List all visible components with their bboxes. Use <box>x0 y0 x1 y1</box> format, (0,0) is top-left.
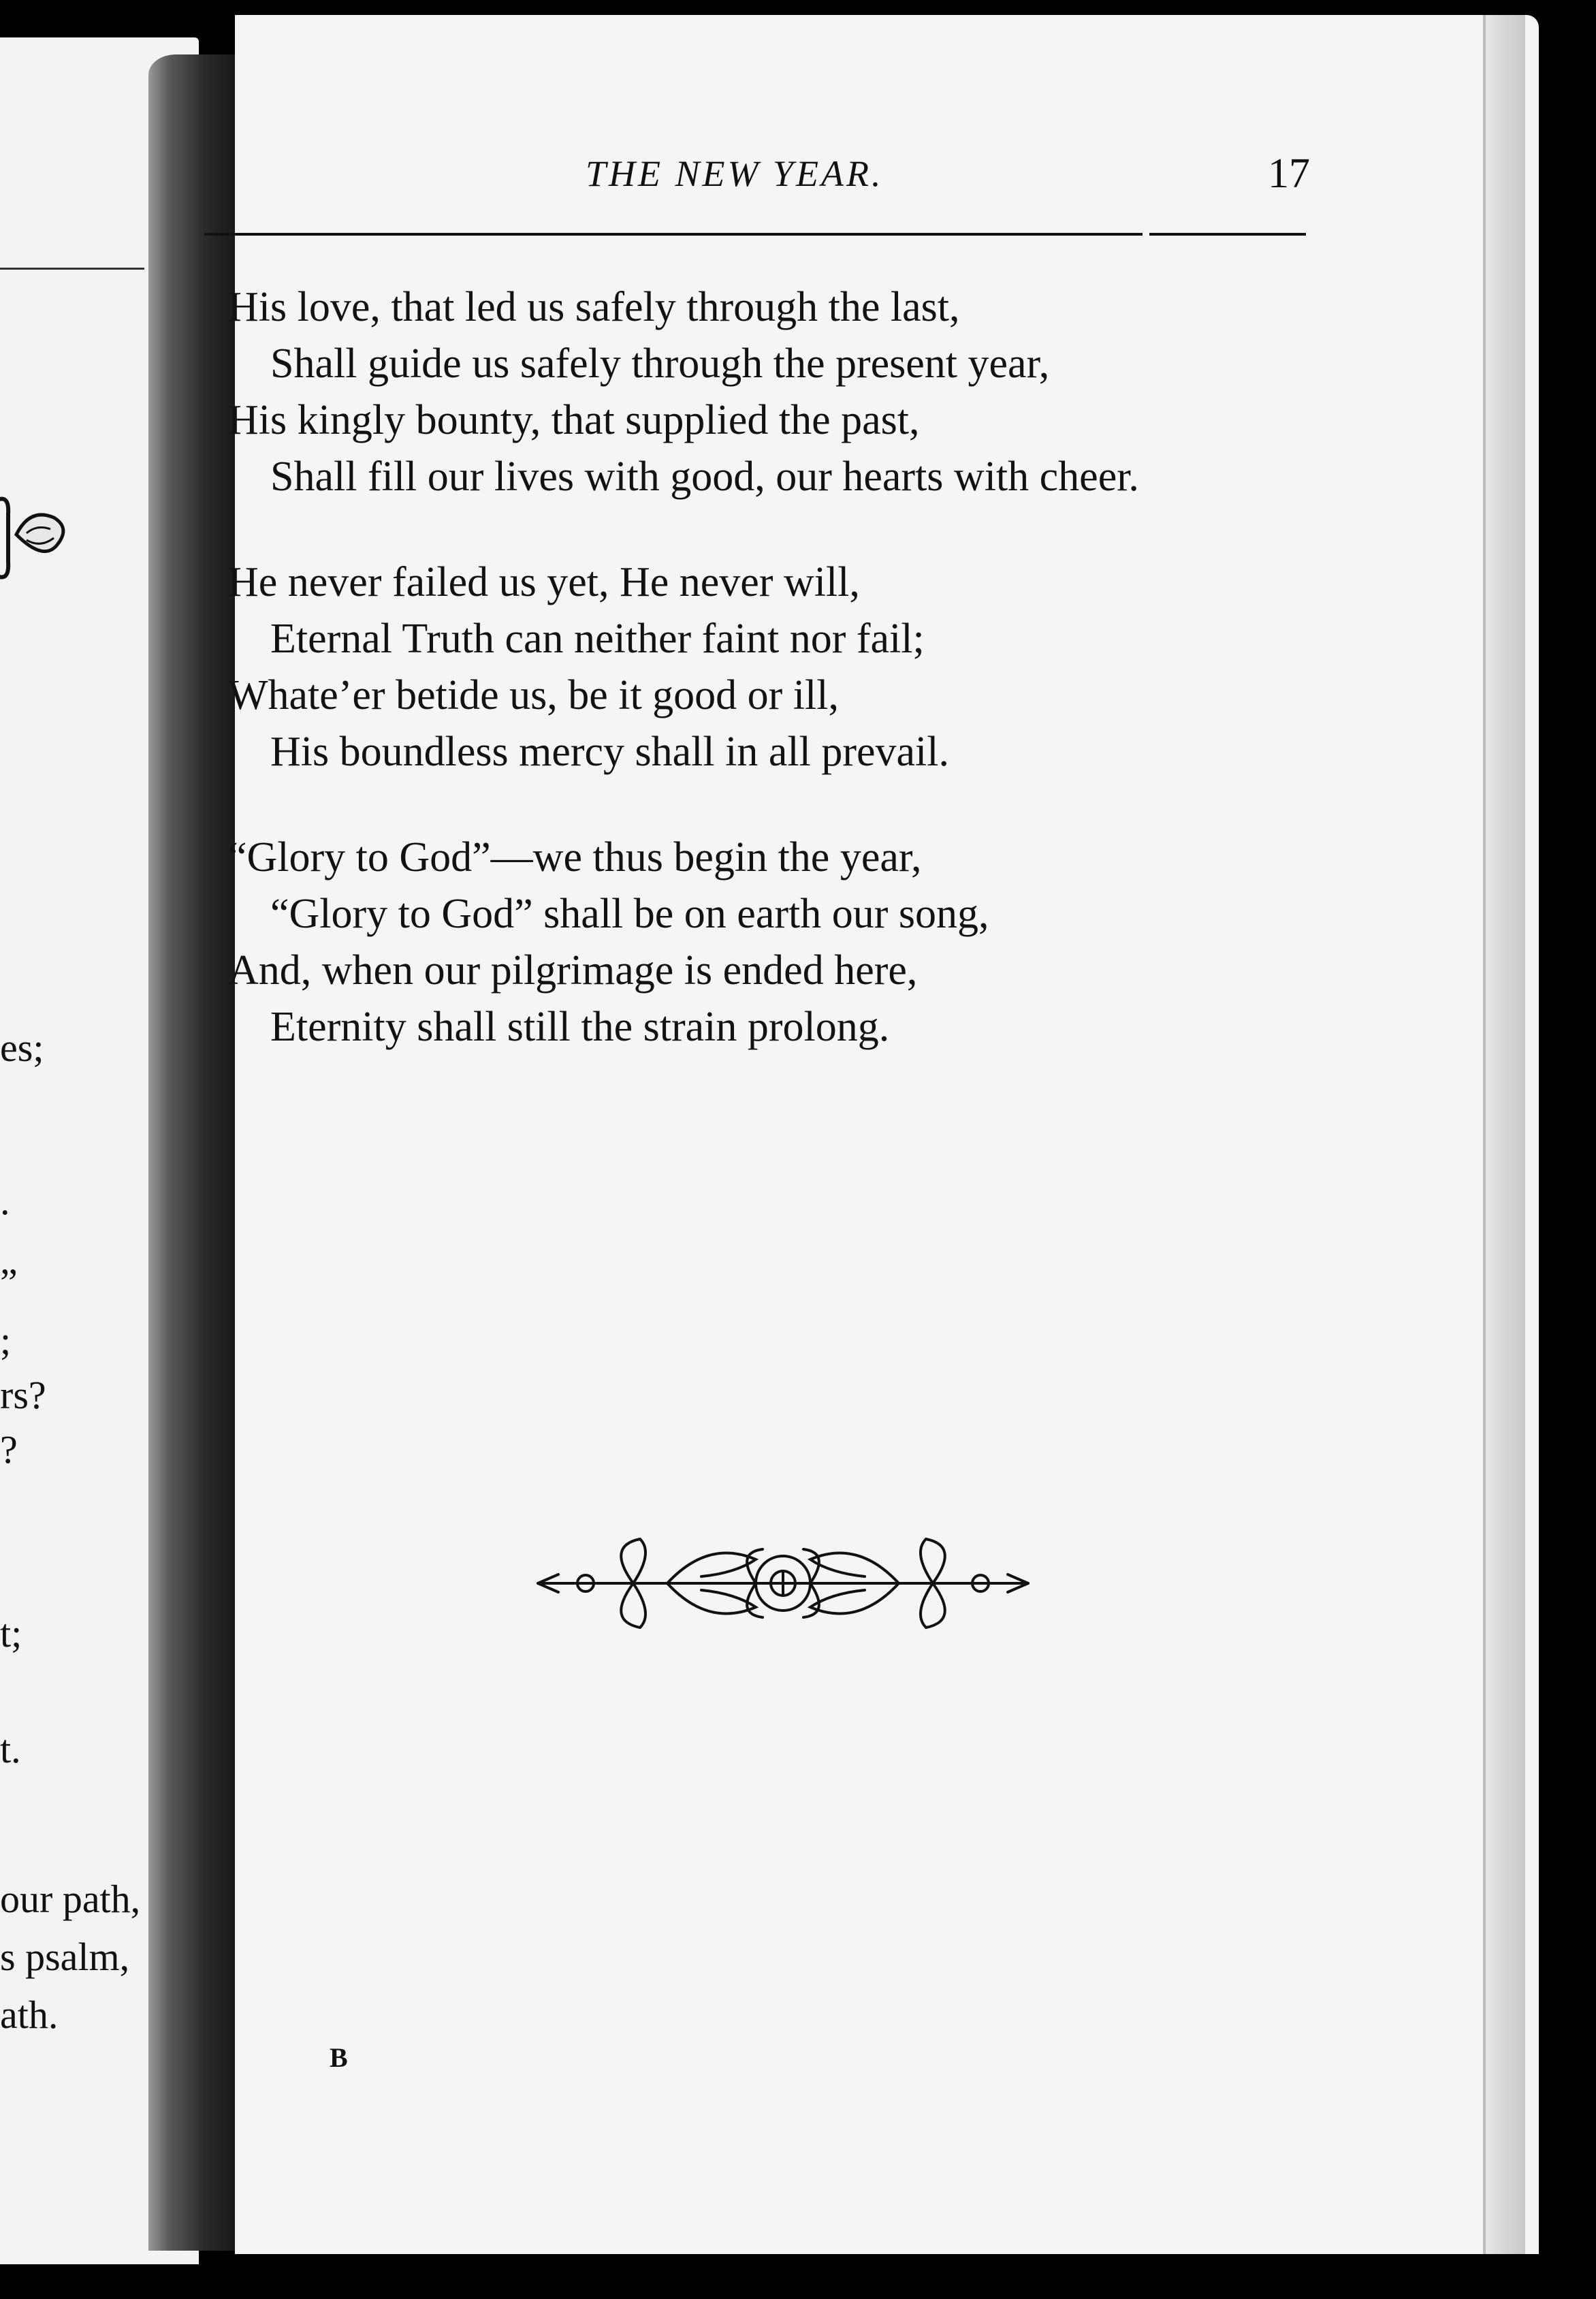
poem-line: Shall guide us safely through the present year, <box>270 340 1050 387</box>
header-rule <box>204 233 1143 236</box>
poem-line: His love, that led us safely through the last, <box>228 284 960 330</box>
poem-line: His boundless mercy shall in all prevail. <box>270 729 949 775</box>
running-head: THE NEW YEAR. <box>586 153 884 194</box>
poem-line: His kingly bounty, that supplied the past, <box>228 397 920 443</box>
poem <box>228 279 1386 1105</box>
stanza <box>228 554 1386 780</box>
left-page-fragment: es; <box>0 1026 44 1070</box>
left-page-fragment: our path, <box>0 1877 141 1921</box>
poem-line: Eternity shall still the strain prolong. <box>270 1004 890 1050</box>
poem-line: And, when our pilgrimage is ended here, <box>228 947 918 994</box>
left-page-fragment: t; <box>0 1611 22 1655</box>
poem-line: Shall fill our lives with good, our hearts with cheer. <box>270 454 1139 500</box>
left-page-fragment: ath. <box>0 1993 59 2037</box>
signature-mark: B <box>330 2042 348 2073</box>
poem-line: He never failed us yet, He never will, <box>228 559 860 605</box>
left-page-fragment: ? <box>0 1427 18 1472</box>
left-page-fragment: rs? <box>0 1373 46 1417</box>
left-page-fragment: ; <box>0 1318 12 1363</box>
left-page-fragment: . <box>0 1179 10 1223</box>
header-rule <box>1149 233 1306 236</box>
floral-tailpiece-icon <box>531 1532 1035 1634</box>
page-number: 17 <box>1268 150 1310 197</box>
left-page-fragment: ” <box>0 1261 18 1305</box>
poem-line: Whate’er betide us, be it good or ill, <box>228 672 840 718</box>
poem-line: “Glory to God” shall be on earth our song, <box>270 891 989 937</box>
heart-ornament-icon <box>0 460 78 609</box>
left-page-rule <box>0 268 144 270</box>
poem-line: “Glory to God”—we thus begin the year, <box>228 834 922 881</box>
stanza <box>228 279 1386 505</box>
left-page-fragment: s psalm, <box>0 1935 130 1979</box>
left-page-fragment: t. <box>0 1727 21 1771</box>
poem-line: Eternal Truth can neither faint nor fail; <box>270 616 925 662</box>
stanza <box>228 829 1386 1056</box>
page-edge <box>1483 15 1525 2254</box>
